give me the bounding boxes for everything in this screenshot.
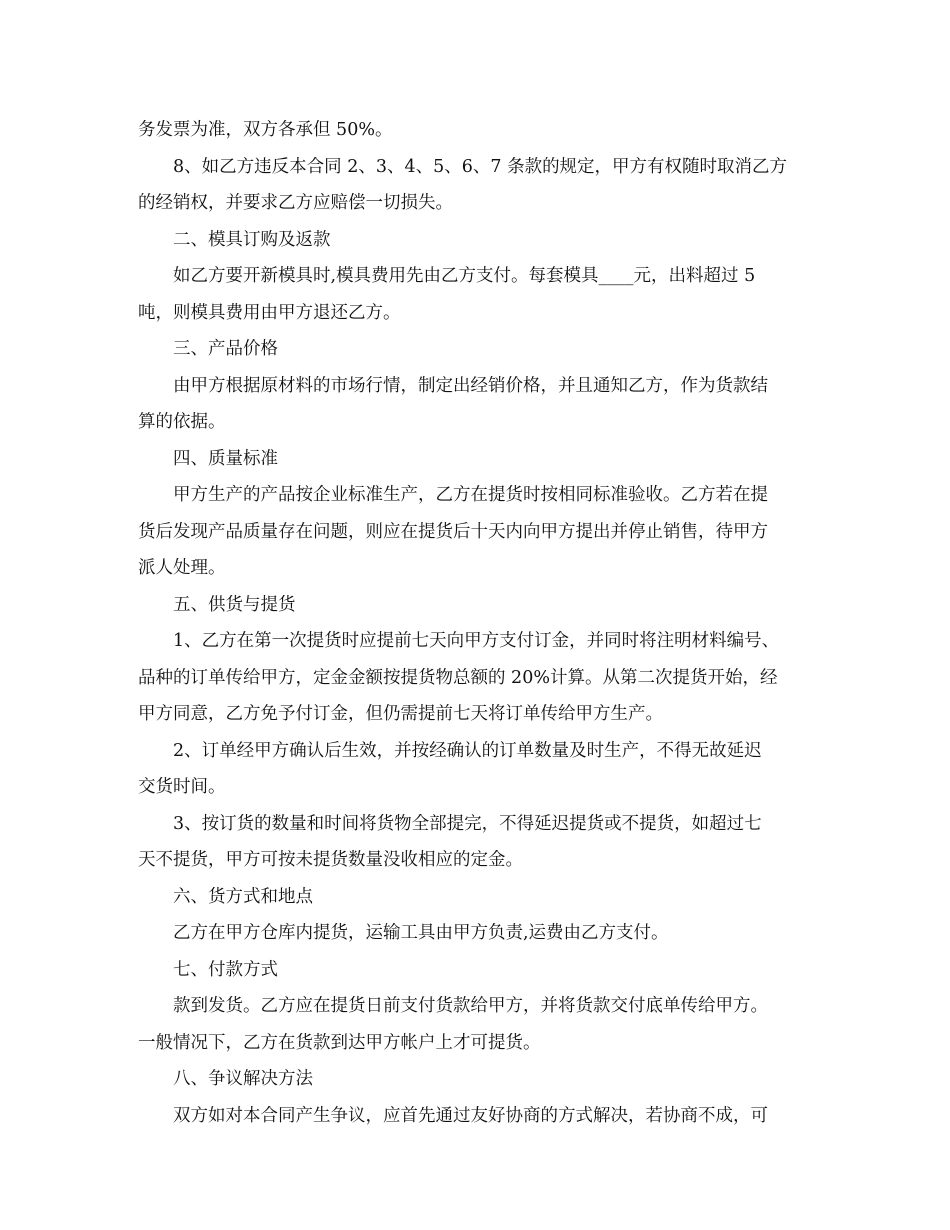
text-line: 货后发现产品质量存在问题，则应在提货后十天内向甲方提出并停止销售，待甲方 [138,521,768,542]
paragraph-invoice-split [138,112,818,149]
paragraph-supply-1 [138,623,818,733]
paragraph-supply-2 [138,733,818,806]
heading-text: 三、产品价格 [173,339,278,359]
section-heading-supply [138,587,818,624]
text-line: 算的依据。 [138,412,226,432]
document-page [138,112,818,1134]
text-line: 由甲方根据原材料的市场行情，制定出经销价格，并且通知乙方，作为货款结 [173,375,768,396]
text-line: 吨，则模具费用由甲方退还乙方。 [138,302,401,323]
heading-text: 五、供货与提货 [173,594,296,615]
text-line: 一般情况下，乙方在货款到达甲方帐户上才可提货。 [138,1032,541,1053]
paragraph-payment [138,988,818,1061]
text-line: 如乙方要开新模具时,模具费用先由乙方支付。每套模具____元，出料超过 5 [173,266,756,286]
text-line: 1、乙方在第一次提货时应提前七天向甲方支付订金，并同时将注明材料编号、 [173,631,780,651]
section-heading-mold [138,222,818,259]
heading-text: 六、货方式和地点 [173,886,313,907]
paragraph-price [138,368,818,441]
heading-text: 七、付款方式 [173,959,278,980]
text-line: 的经销权，并要求乙方应赔偿一切损失。 [138,193,453,213]
text-line: 8、如乙方违反本合同 2、3、4、5、6、7 条款的规定，甲方有权随时取消乙方 [173,156,788,177]
paragraph-clause-8 [138,149,818,222]
paragraph-supply-3 [138,806,818,879]
text-line: 3、按订货的数量和时间将货物全部提完，不得延迟提货或不提货，如超过七 [173,813,762,834]
paragraph-dispute [138,1098,818,1135]
paragraph-quality [138,477,818,587]
section-heading-payment [138,952,818,989]
text-line: 品种的订单传给甲方，定金金额按提货物总额的 20%计算。从第二次提货开始，经 [138,667,778,688]
text-line: 乙方在甲方仓库内提货，运输工具由甲方负责,运费由乙方支付。 [173,923,669,943]
text-line: 甲方同意，乙方免予付订金，但仍需提前七天将订单传给甲方生产。 [138,704,663,724]
paragraph-mold [138,258,818,331]
paragraph-delivery [138,915,818,952]
text-line: 双方如对本合同产生争议，应首先通过友好协商的方式解决，若协商不成，可 [173,1105,768,1126]
text-line: 天不提货，甲方可按未提货数量没收相应的定金。 [138,850,523,870]
text-line: 务发票为准，双方各承但 50%。 [138,120,393,140]
section-heading-dispute [138,1061,818,1098]
text-line: 甲方生产的产品按企业标准生产，乙方在提货时按相同标准验收。乙方若在提 [173,485,768,505]
section-heading-delivery [138,879,818,916]
text-line: 款到发货。乙方应在提货日前支付货款给甲方，并将货款交付底单传给甲方。 [173,996,768,1016]
section-heading-price [138,331,818,368]
heading-text: 四、质量标准 [173,448,278,469]
heading-text: 二、模具订购及返款 [173,229,331,250]
heading-text: 八、争议解决方法 [173,1069,313,1089]
text-line: 2、订单经甲方确认后生效，并按经确认的订单数量及时生产，不得无故延迟 [173,740,762,761]
text-line: 交货时间。 [138,777,226,797]
section-heading-quality [138,441,818,478]
text-line: 派人处理。 [138,558,226,578]
